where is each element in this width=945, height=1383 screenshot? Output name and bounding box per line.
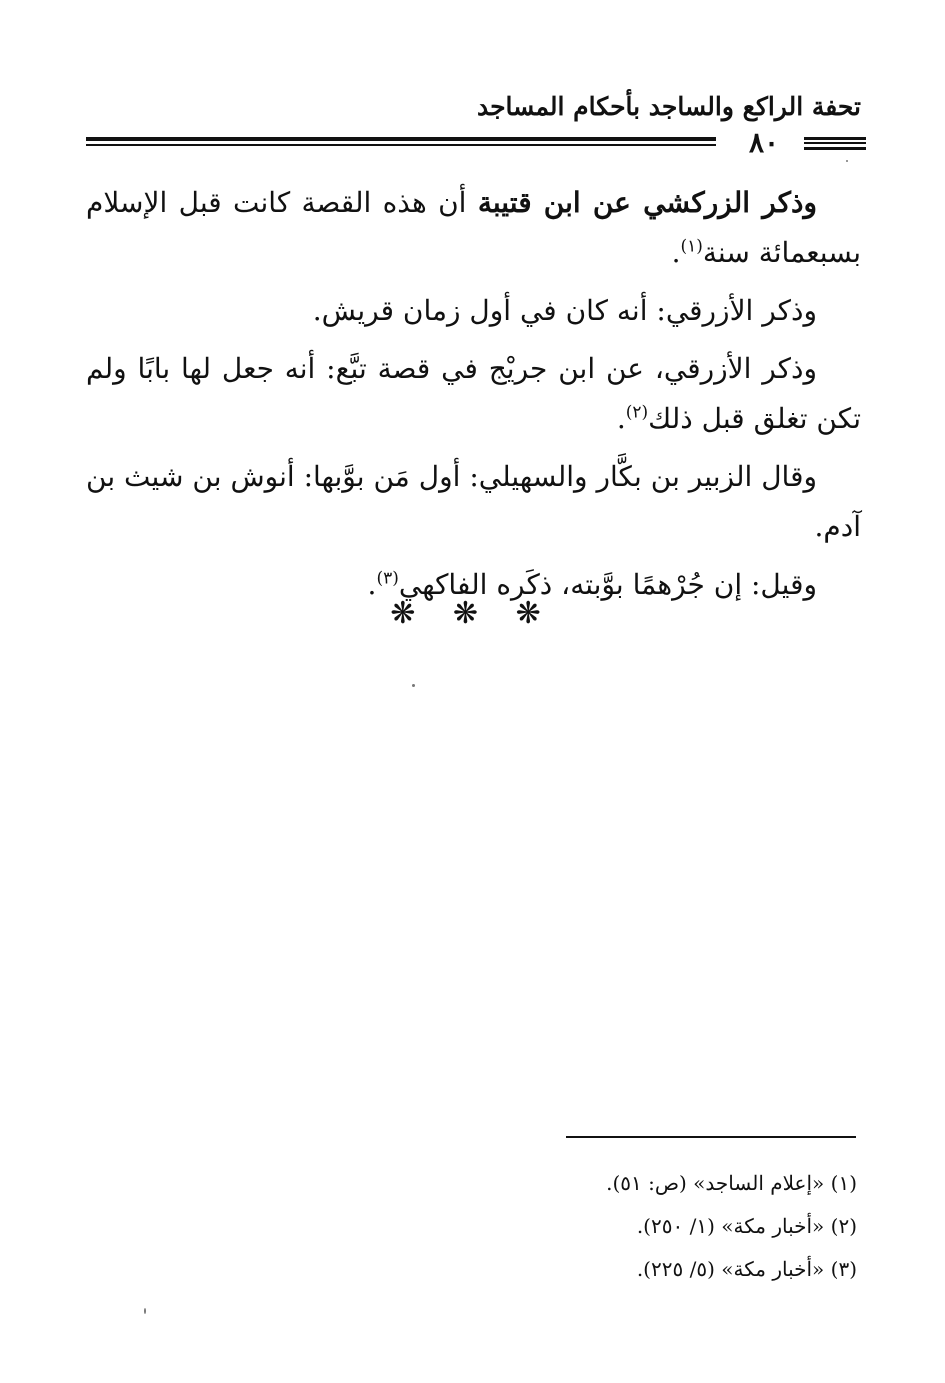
footnote-rule bbox=[566, 1136, 856, 1138]
paragraph-text: وذكر الأزرقي، عن ابن جريْج في قصة تبَّع: أنه جعل لها بابًا ولم تكن تغلق قبل ذلك bbox=[86, 352, 861, 435]
header-rule-short bbox=[804, 137, 866, 149]
header-rule bbox=[86, 137, 716, 149]
bold-attribution: وذكر الزركشي عن ابن قتيبة bbox=[477, 186, 817, 219]
footnote-ref-1[interactable]: (١) bbox=[680, 236, 703, 257]
period: . bbox=[671, 236, 681, 269]
paragraph-zubayr bbox=[86, 452, 861, 552]
main-text bbox=[86, 178, 861, 618]
page-number: ٨٠ bbox=[748, 126, 780, 159]
footnote-2: (٢) «أخبار مكة» (١/ ٢٥٠). bbox=[636, 1214, 857, 1238]
scan-speck bbox=[846, 160, 848, 162]
period: . bbox=[367, 568, 377, 601]
paragraph-azraqi bbox=[86, 286, 861, 336]
paragraph-text: وذكر الأزرقي: أنه كان في أول زمان قريش. bbox=[312, 294, 817, 327]
footnote-ref-2[interactable]: (٢) bbox=[625, 402, 649, 423]
paragraph-text: وقال الزبير بن بكَّار والسهيلي: أول مَن بوَّبها: أنوش بن شيث بن آدم. bbox=[86, 460, 861, 543]
section-separator: ❋ ❋ ❋ bbox=[390, 596, 555, 631]
footnote-ref-3[interactable]: (٣) bbox=[376, 568, 399, 589]
running-title: تحفة الراكع والساجد بأحكام المساجد bbox=[476, 92, 861, 121]
paragraph-text: وقيل: إن جُرْهمًا بوَّبته، ذكَره الفاكهي bbox=[398, 568, 817, 601]
scan-speck bbox=[144, 1308, 146, 1314]
paragraph-text: أن هذه القصة كانت قبل الإسلام بسبعمائة سنة bbox=[86, 186, 861, 269]
period: . bbox=[616, 402, 626, 435]
paragraph-ibn-jurayj bbox=[86, 344, 861, 444]
footnote-3: (٣) «أخبار مكة» (٥/ ٢٢٥). bbox=[636, 1257, 857, 1281]
scan-speck bbox=[412, 684, 415, 687]
footnote-1: (١) «إعلام الساجد» (ص: ٥١). bbox=[606, 1171, 857, 1195]
paragraph-zarkashi bbox=[86, 178, 861, 278]
footnotes bbox=[437, 1162, 857, 1291]
